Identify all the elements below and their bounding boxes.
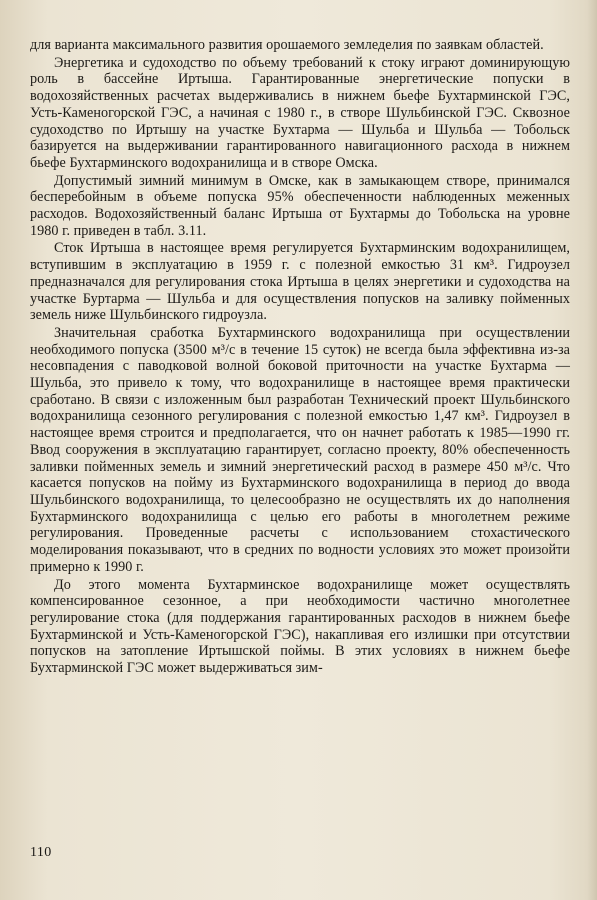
paragraph-6: До этого момента Бухтарминское водохранилище может осуществлять компенсированное сезонное, а при необходимости частично многолетнее регулирование стока (для поддержания гарантированных расходов в нижнем бьефе Бухтарминской и Усть-Каменогорской ГЭС), накапливая его излишки при отсутствии попусков на затопление Иртышской поймы. В этих условиях в нижнем бьефе Бухтарминской ГЭС может выдерживаться зим- (30, 576, 570, 677)
page-number: 110 (30, 845, 52, 860)
paragraph-1: для варианта максимального развития орошаемого земледелия по заявкам областей. (30, 37, 544, 53)
main-text (30, 37, 570, 677)
paragraph-3: Допустимый зимний минимум в Омске, как в замыкающем створе, принимался бесперебойным в объеме попуска 95% обеспеченности наблюденных меженных расходов. Водохозяйственный баланс Иртыша от Бухтармы до Тобольска на уровне 1980 г. приведен в табл. 3.11. (30, 172, 570, 239)
paragraph-4: Сток Иртыша в настоящее время регулируется Бухтарминским водохранилищем, вступившим в эксплуатацию в 1959 г. с полезной емкостью 31 км³. Гидроузел предназначался для регулирования стока Иртыша в целях энергетики и судоходства на участке Буртарма — Шульба и для осуществления попусков на заливку пойменных земель ниже Шульбинского гидроузла. (30, 240, 570, 324)
paragraph-5: Значительная сработка Бухтарминского водохранилища при осуществлении необходимого попуска (3500 м³/с в течение 15 суток) не всегда была эффективна из-за несовпадения с паводковой волной боковой приточности на участке Бухтарма — Шульба, это привело к тому, что водохранилище в настоящее время практически сработано. В связи с изложенным был разработан Технический проект Шульбинского водохранилища сезонного регулирования с полезной емкостью 1,47 км³. Гидроузел в настоящее время строится и предполагается, что он начнет работать к 1985—1990 гг. Ввод сооружения в эксплуатацию гарантирует, согласно проекту, 80% обеспеченность заливки пойменных земель и зимний энергетический расход в размере 450 м³/с. Что касается попусков на пойму из Бухтарминского водохранилища в период до ввода Шульбинского водохранилища, то целесообразно не осуществлять их до наполнения Бухтарминского водохранилища с целью его работы в многолетнем режиме регулирования. Проведенные расчеты с использованием стохастического моделирования показывают, что в средних по водности условиях это может произойти примерно к 1990 г. (30, 324, 570, 575)
page-edge-shadow (587, 0, 597, 900)
paragraph-2: Энергетика и судоходство по объему требований к стоку играют доминирующую роль в бассейне Иртыша. Гарантированные энергетические попуски в водохозяйственных расчетах выдерживались в нижнем бьефе Бухтарминской ГЭС, Усть-Каменогорской ГЭС, а начиная с 1980 г., в створе Шульбинской ГЭС. Сквозное судоходство по Иртышу на участке Бухтарма — Шульба и Шульба — Тобольск базируется на выдерживании гарантированного навигационного расхода в нижнем бьефе Бухтарминского водохранилища и в створе Омска. (30, 54, 570, 171)
